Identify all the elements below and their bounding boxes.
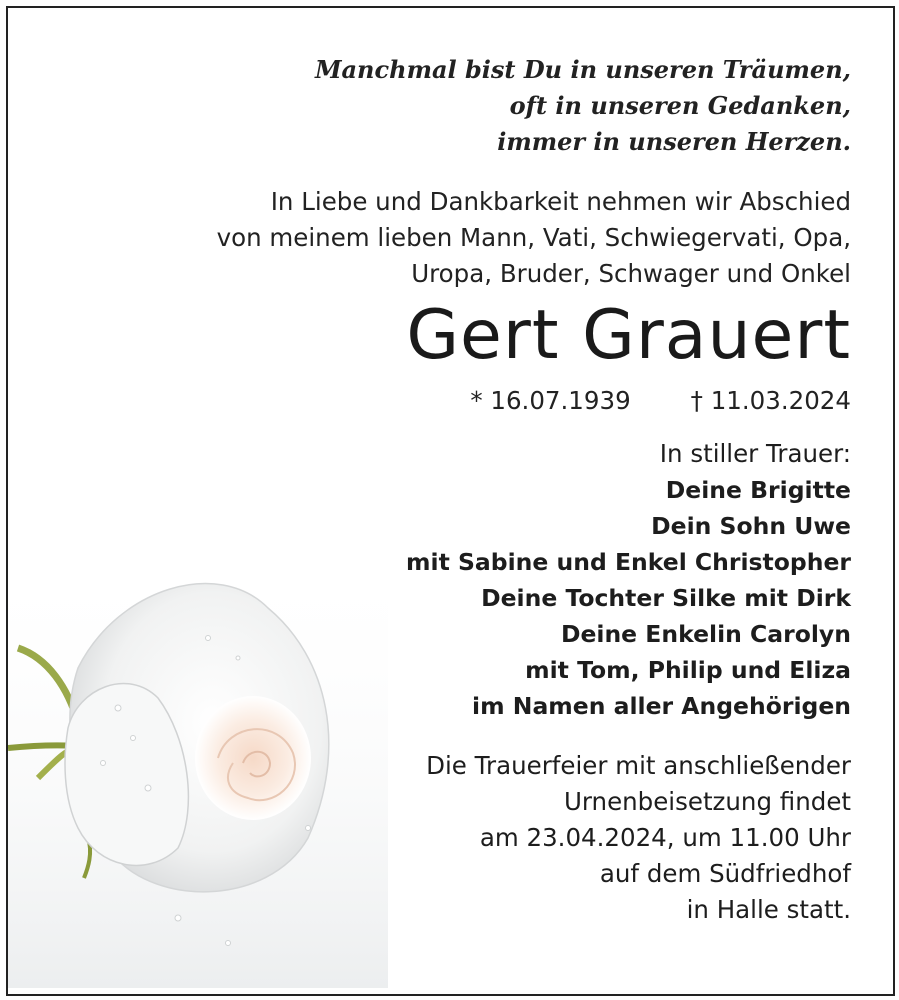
mourner: Deine Tochter Silke mit Dirk bbox=[481, 584, 851, 612]
birth-date: * 16.07.1939 bbox=[470, 386, 631, 415]
life-dates bbox=[91, 384, 851, 418]
verse-line: immer in unseren Herzen. bbox=[497, 127, 851, 156]
ceremony-line: in Halle statt. bbox=[686, 895, 851, 924]
ceremony-line: auf dem Südfriedhof bbox=[599, 859, 851, 888]
farewell-intro bbox=[91, 184, 851, 292]
memorial-verse bbox=[91, 52, 851, 160]
mourner: Dein Sohn Uwe bbox=[651, 512, 851, 540]
obituary-text bbox=[91, 52, 851, 928]
intro-line: In Liebe und Dankbarkeit nehmen wir Abschied bbox=[270, 187, 851, 216]
ceremony-line: Die Trauerfeier mit anschließender bbox=[426, 751, 851, 780]
mourning-lead: In stiller Trauer: bbox=[659, 439, 851, 468]
verse-line: Manchmal bist Du in unseren Träumen, bbox=[314, 55, 851, 84]
obituary-card bbox=[6, 6, 895, 996]
ceremony-line: am 23.04.2024, um 11.00 Uhr bbox=[479, 823, 851, 852]
mourner: im Namen aller Angehörigen bbox=[472, 692, 851, 720]
ceremony-line: Urnenbeisetzung findet bbox=[563, 787, 851, 816]
mourner: Deine Enkelin Carolyn bbox=[560, 620, 851, 648]
mourners-list bbox=[91, 436, 851, 724]
intro-line: von meinem lieben Mann, Vati, Schwiegervati, Opa, bbox=[216, 223, 851, 252]
funeral-details bbox=[91, 748, 851, 928]
mourner: mit Tom, Philip und Eliza bbox=[525, 656, 851, 684]
intro-line: Uropa, Bruder, Schwager und Onkel bbox=[411, 259, 851, 288]
mourner: mit Sabine und Enkel Christopher bbox=[406, 548, 851, 576]
verse-line: oft in unseren Gedanken, bbox=[509, 91, 851, 120]
mourner: Deine Brigitte bbox=[665, 476, 851, 504]
death-date: † 11.03.2024 bbox=[690, 386, 851, 415]
deceased-name: Gert Grauert bbox=[406, 296, 851, 375]
